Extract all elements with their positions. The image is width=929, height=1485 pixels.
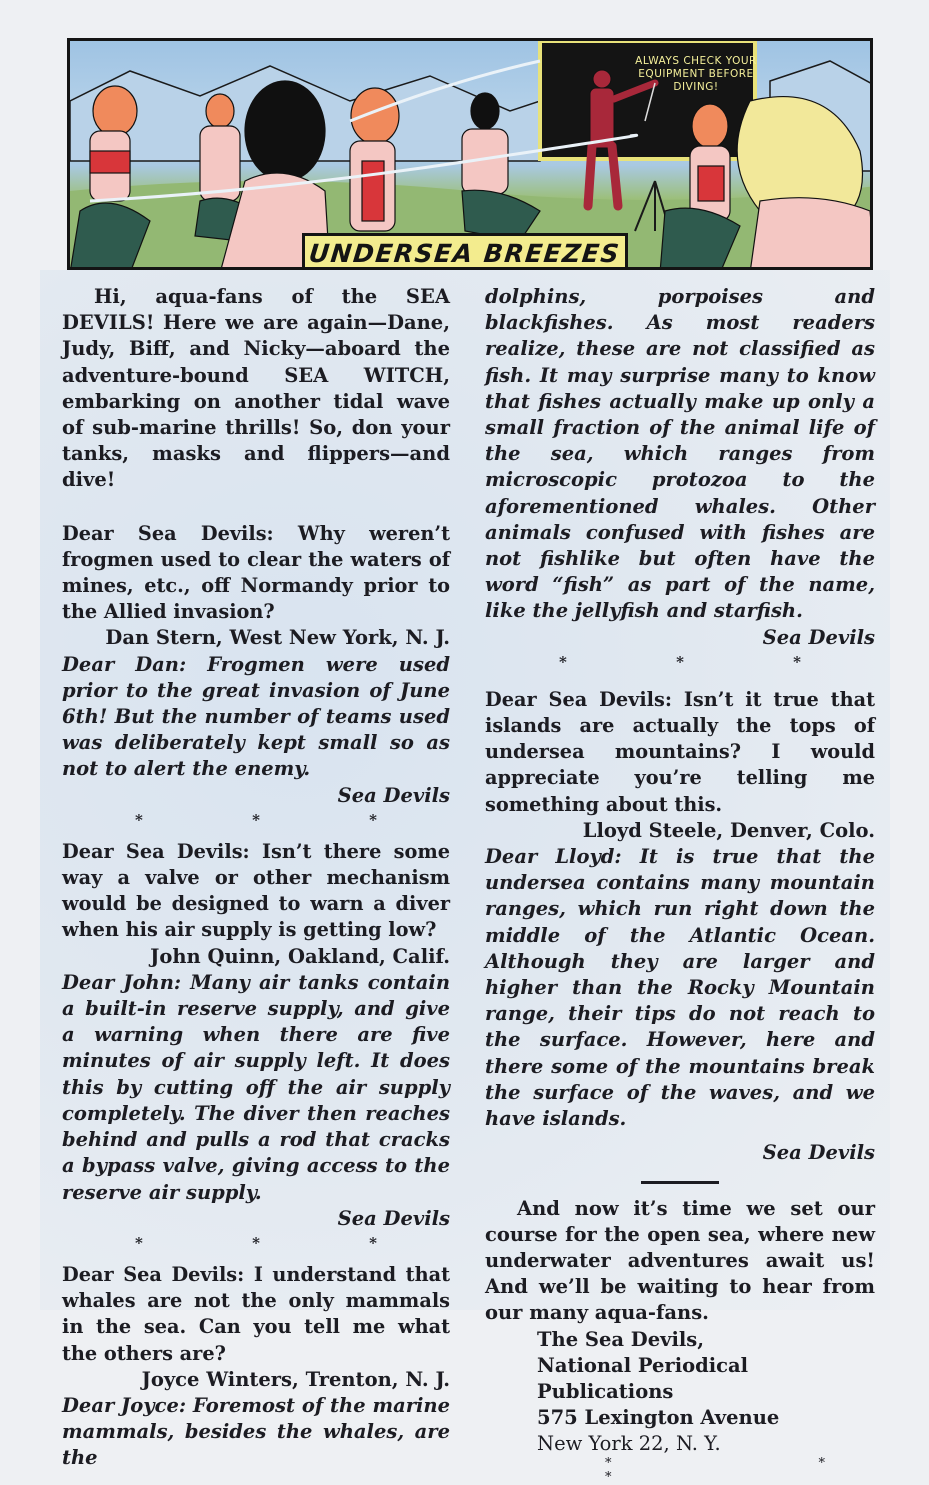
reply-signoff: Sea Devils <box>762 625 875 649</box>
chalkboard-line: DIVING! <box>673 81 719 93</box>
letter-question: Dear Sea Devils: Isn’t it true that islands are actually the tops of undersea mountains? I would appreciate you’re telling me something about this. <box>485 687 875 816</box>
left-column <box>62 284 450 1472</box>
letter-question: Dear Sea Devils: Isn’t there some way a valve or other mechanism would be designed to warn a diver when his air supply is getting low? <box>62 839 450 942</box>
letter-question: Dear Sea Devils: Why weren’t frogmen used to clear the waters of mines, etc., off Normandy prior to the Allied invasion? <box>62 521 450 624</box>
letter-answer: Dear Dan: Frogmen were used prior to the great invasion of June 6th! But the number of teams used was deliberately kept small so as not to alert the enemy. <box>62 652 450 781</box>
reply-signoff: Sea Devils <box>337 783 450 807</box>
letter-answer: Dear Lloyd: It is true that the undersea contains many mountain ranges, which run right down the middle of the Atlantic Ocean. Although they are larger and higher than the Rocky Mountain range, their tips do not reach to the surface. However, here and there some of the mountains break the surface of the waves, and we have islands. <box>485 845 875 1131</box>
letter-signature: Lloyd Steele, Denver, Colo. <box>582 818 875 842</box>
separator-stars: * * * <box>605 1455 875 1485</box>
letter-signature: Joyce Winters, Trenton, N. J. <box>141 1367 450 1391</box>
title-caption-box <box>302 233 628 270</box>
closing-paragraph: And now it’s time we set our course for the open sea, where new underwater adventures await us! And we’ll be waiting to hear from our many aqua-fans. <box>485 1196 875 1325</box>
chalkboard-text <box>626 55 766 94</box>
chalkboard-line: EQUIPMENT BEFORE <box>638 68 754 80</box>
reply-signoff: Sea Devils <box>762 1141 875 1165</box>
reply-signoff: Sea Devils <box>337 1206 450 1230</box>
address-line: 575 Lexington Avenue <box>537 1405 780 1429</box>
separator-stars: * * * <box>559 652 853 671</box>
chalkboard-line: ALWAYS CHECK YOUR <box>635 55 757 67</box>
divider-rule <box>641 1181 719 1184</box>
address-line: New York 22, N. Y. <box>537 1431 721 1455</box>
right-column <box>485 284 875 1485</box>
separator-stars: * * * <box>135 1233 429 1252</box>
letter-signature: Dan Stern, West New York, N. J. <box>105 626 450 650</box>
mailing-address <box>485 1327 875 1457</box>
letter-question: Dear Sea Devils: I understand that whales are not the only mammals in the sea. Can you tell me what the others are? <box>62 1262 450 1365</box>
comic-panel <box>67 38 873 270</box>
letter-signature: John Quinn, Oakland, Calif. <box>150 944 450 968</box>
intro-paragraph: Hi, aqua-fans of the SEA DEVILS! Here we are again—Dane, Judy, Biff, and Nicky—aboard the adventure-bound SEA WITCH, embarking on another tidal wave of sub-marine thrills! So, don your tanks, masks and flippers—and dive! <box>62 285 450 492</box>
page-title: UNDERSEA BREEZES <box>307 238 623 268</box>
letter-answer-continued: dolphins, porpoises and blackfishes. As most readers realize, these are not classified as fish. It may surprise many to know that fishes actually make up only a small fraction of the animal life of the sea, which ranges from microscopic protozoa to the aforementioned whales. Other animals confused with fishes are not fishlike but often have the word “fish” as part of the name, like the jellyfish and starfish. <box>485 285 875 623</box>
letter-answer: Dear Joyce: Foremost of the marine mammals, besides the whales, are the <box>62 1393 450 1470</box>
address-line: The Sea Devils, <box>537 1327 705 1351</box>
separator-stars: * * * <box>135 810 429 829</box>
letter-answer: Dear John: Many air tanks contain a built-in reserve supply, and give a warning when there are five minutes of air supply left. It does this by cutting off the air supply completely. The diver then reaches behind and pulls a rod that cracks a bypass valve, giving access to the reserve air supply. <box>62 970 450 1204</box>
address-line: National Periodical Publications <box>537 1353 749 1403</box>
